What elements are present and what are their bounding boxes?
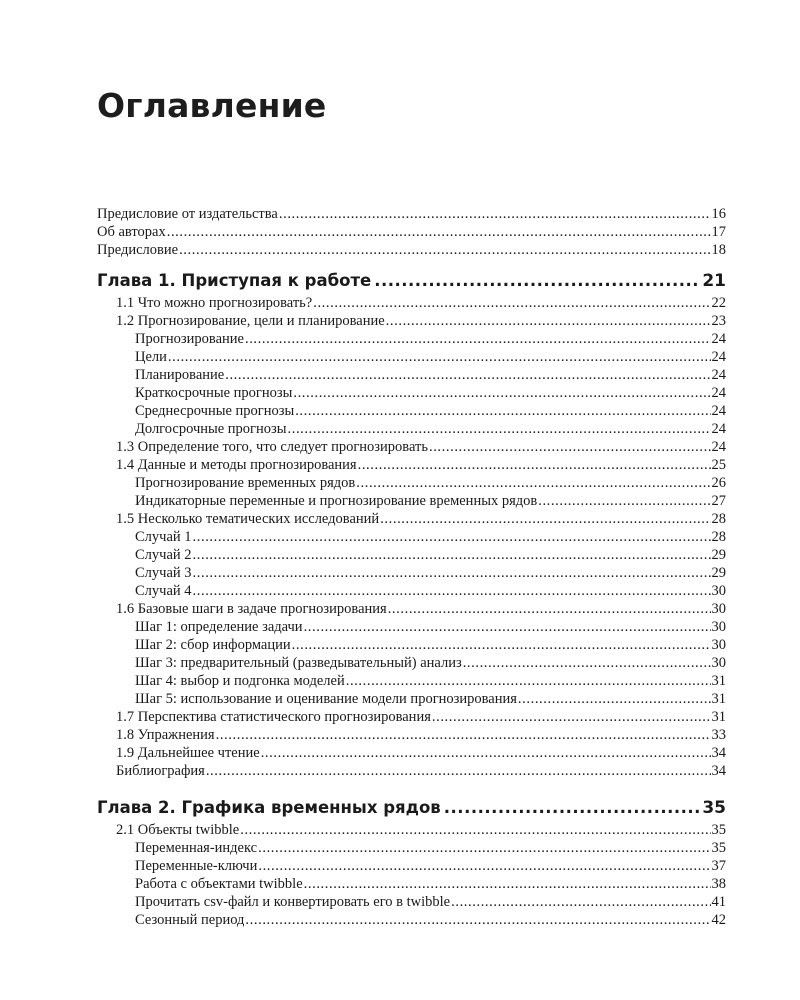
toc-entry-page: 42 — [711, 912, 726, 928]
dot-leader — [261, 744, 711, 762]
toc-entry-about-authors[interactable] — [97, 223, 726, 241]
toc-entry-page: 30 — [711, 655, 726, 671]
toc-entry-page: 31 — [711, 691, 726, 707]
toc-entry-page: 24 — [711, 421, 726, 437]
toc-entry-page: 26 — [711, 475, 726, 491]
toc-entry-label: Долгосрочные прогнозы — [135, 421, 287, 437]
toc-section[interactable] — [97, 438, 726, 456]
toc-entry-page: 30 — [711, 583, 726, 599]
toc-entry-page: 24 — [711, 367, 726, 383]
toc-section[interactable] — [97, 510, 726, 528]
toc-subsection[interactable] — [97, 911, 726, 929]
toc-entry-label: Прогнозирование временных рядов — [135, 475, 356, 491]
toc-chapter-1[interactable] — [97, 268, 726, 294]
toc-entry-page: 28 — [711, 529, 726, 545]
chapter-page: 35 — [702, 798, 726, 818]
toc-section[interactable] — [97, 456, 726, 474]
toc-section[interactable] — [97, 762, 726, 780]
toc-entry-page: 37 — [711, 858, 726, 874]
dot-leader — [518, 690, 711, 708]
toc-entry-page: 27 — [711, 493, 726, 509]
dot-leader — [193, 546, 711, 564]
dot-leader — [292, 636, 711, 654]
toc-entry-label: Шаг 3: предварительный (разведывательный) анализ — [135, 655, 462, 671]
dot-leader — [358, 456, 711, 474]
toc-entry-page: 24 — [711, 349, 726, 365]
toc-subsection[interactable] — [97, 893, 726, 911]
toc-section[interactable] — [97, 708, 726, 726]
dot-leader — [388, 600, 711, 618]
toc-subsection[interactable] — [97, 839, 726, 857]
toc-entry-preface[interactable] — [97, 241, 726, 259]
toc-entry-label: Шаг 5: использование и оценивание модели прогнозирования — [135, 691, 517, 707]
dot-leader — [193, 528, 711, 546]
toc-entry-page: 22 — [711, 295, 726, 311]
toc-subsection[interactable] — [97, 618, 726, 636]
toc-entry-label: Сезонный период — [135, 912, 245, 928]
dot-leader — [179, 241, 710, 259]
toc-entry-page: 35 — [711, 822, 726, 838]
toc-subsection[interactable] — [97, 492, 726, 510]
toc-subsection[interactable] — [97, 402, 726, 420]
toc-subsection[interactable] — [97, 528, 726, 546]
toc-entry-label: Цели — [135, 349, 167, 365]
toc-entry-label: Индикаторные переменные и прогнозирование временных рядов — [135, 493, 538, 509]
toc-entry-page: 16 — [711, 206, 726, 222]
toc-subsection[interactable] — [97, 857, 726, 875]
toc-subsection[interactable] — [97, 330, 726, 348]
toc-subsection[interactable] — [97, 875, 726, 893]
page-title: Оглавление — [97, 86, 327, 125]
dot-leader — [225, 366, 710, 384]
toc-entry-page: 30 — [711, 619, 726, 635]
dot-leader — [444, 795, 700, 821]
dot-leader — [463, 654, 711, 672]
dot-leader — [346, 672, 711, 690]
toc-entry-page: 34 — [711, 745, 726, 761]
toc-entry-label: Переменные-ключи — [135, 858, 258, 874]
toc-entry-label: 2.1 Объекты twibble — [116, 822, 240, 838]
toc-entry-label: Библиография — [116, 763, 205, 779]
toc-entry-label: 1.7 Перспектива статистического прогнозирования — [116, 709, 431, 725]
toc-subsection[interactable] — [97, 420, 726, 438]
chapter-title: Глава 1. Приступая к работе — [97, 271, 372, 290]
toc-entry-label: 1.8 Упражнения — [116, 727, 215, 743]
toc-entry-label: Случай 2 — [135, 547, 192, 563]
dot-leader — [245, 330, 711, 348]
toc-chapter-2[interactable] — [97, 795, 726, 821]
toc-entry-label: Случай 4 — [135, 583, 192, 599]
toc-section[interactable] — [97, 312, 726, 330]
toc-section[interactable] — [97, 821, 726, 839]
toc-subsection[interactable] — [97, 366, 726, 384]
toc-entry-label: Предисловие — [97, 242, 179, 258]
toc-entry-label: Среднесрочные прогнозы — [135, 403, 295, 419]
toc-entry-label: 1.3 Определение того, что следует прогнозировать — [116, 439, 428, 455]
toc-entry-page: 24 — [711, 385, 726, 401]
dot-leader — [304, 875, 711, 893]
dot-leader — [167, 223, 711, 241]
dot-leader — [206, 762, 711, 780]
toc-section[interactable] — [97, 726, 726, 744]
table-of-contents — [97, 205, 726, 929]
toc-entry-page: 25 — [711, 457, 726, 473]
toc-entry-page: 31 — [711, 673, 726, 689]
toc-entry-page: 31 — [711, 709, 726, 725]
toc-entry-label: Предисловие от издательства — [97, 206, 278, 222]
toc-entry-page: 29 — [711, 565, 726, 581]
toc-entry-page: 24 — [711, 403, 726, 419]
toc-entry-label: Прогнозирование — [135, 331, 244, 347]
dot-leader — [258, 839, 710, 857]
toc-subsection[interactable] — [97, 546, 726, 564]
toc-entry-page: 17 — [711, 224, 726, 240]
dot-leader — [432, 708, 711, 726]
toc-entry-page: 38 — [711, 876, 726, 892]
toc-entry-label: Об авторах — [97, 224, 166, 240]
toc-entry-page: 28 — [711, 511, 726, 527]
dot-leader — [193, 582, 711, 600]
dot-leader — [279, 205, 711, 223]
dot-leader — [288, 420, 711, 438]
toc-entry-label: Шаг 2: сбор информации — [135, 637, 291, 653]
toc-entry-page: 24 — [711, 439, 726, 455]
dot-leader — [193, 564, 711, 582]
dot-leader — [374, 268, 699, 294]
dot-leader — [293, 384, 710, 402]
toc-subsection[interactable] — [97, 564, 726, 582]
toc-entry-label: Случай 3 — [135, 565, 192, 581]
toc-entry-page: 29 — [711, 547, 726, 563]
toc-entry-label: Планирование — [135, 367, 225, 383]
toc-entry-page: 30 — [711, 601, 726, 617]
dot-leader — [304, 618, 711, 636]
toc-entry-page: 41 — [711, 894, 726, 910]
toc-subsection[interactable] — [97, 690, 726, 708]
toc-subsection[interactable] — [97, 654, 726, 672]
toc-entry-label: Шаг 1: определение задачи — [135, 619, 303, 635]
toc-entry-page: 34 — [711, 763, 726, 779]
toc-entry-page: 18 — [711, 242, 726, 258]
toc-entry-label: 1.2 Прогнозирование, цели и планирование — [116, 313, 385, 329]
dot-leader — [356, 474, 710, 492]
toc-entry-publisher-preface[interactable] — [97, 205, 726, 223]
toc-entry-label: 1.1 Что можно прогнозировать? — [116, 295, 313, 311]
dot-leader — [451, 893, 710, 911]
toc-entry-label: 1.5 Несколько тематических исследований — [116, 511, 380, 527]
toc-entry-page: 30 — [711, 637, 726, 653]
toc-entry-label: 1.9 Дальнейшее чтение — [116, 745, 260, 761]
toc-entry-label: 1.6 Базовые шаги в задаче прогнозирования — [116, 601, 387, 617]
dot-leader — [538, 492, 710, 510]
toc-subsection[interactable] — [97, 384, 726, 402]
toc-subsection[interactable] — [97, 348, 726, 366]
toc-section[interactable] — [97, 600, 726, 618]
dot-leader — [313, 294, 710, 312]
toc-entry-label: Прочитать csv-файл и конвертировать его в twibble — [135, 894, 451, 910]
dot-leader — [386, 312, 711, 330]
dot-leader — [429, 438, 711, 456]
toc-entry-page: 23 — [711, 313, 726, 329]
toc-entry-label: Переменная-индекс — [135, 840, 258, 856]
dot-leader — [245, 911, 710, 929]
chapter-title: Глава 2. Графика временных рядов — [97, 798, 441, 817]
toc-entry-label: 1.4 Данные и методы прогнозирования — [116, 457, 357, 473]
chapter-page: 21 — [702, 271, 726, 291]
toc-entry-page: 24 — [711, 331, 726, 347]
dot-leader — [380, 510, 710, 528]
dot-leader — [295, 402, 710, 420]
toc-entry-label: Случай 1 — [135, 529, 192, 545]
toc-entry-page: 35 — [711, 840, 726, 856]
toc-subsection[interactable] — [97, 474, 726, 492]
toc-section[interactable] — [97, 294, 726, 312]
toc-section[interactable] — [97, 744, 726, 762]
toc-subsection[interactable] — [97, 636, 726, 654]
dot-leader — [168, 348, 711, 366]
toc-entry-label: Работа с объектами twibble — [135, 876, 303, 892]
toc-entry-page: 33 — [711, 727, 726, 743]
dot-leader — [258, 857, 710, 875]
dot-leader — [240, 821, 710, 839]
toc-entry-label: Шаг 4: выбор и подгонка моделей — [135, 673, 345, 689]
toc-subsection[interactable] — [97, 582, 726, 600]
toc-entry-label: Краткосрочные прогнозы — [135, 385, 293, 401]
toc-subsection[interactable] — [97, 672, 726, 690]
dot-leader — [216, 726, 711, 744]
